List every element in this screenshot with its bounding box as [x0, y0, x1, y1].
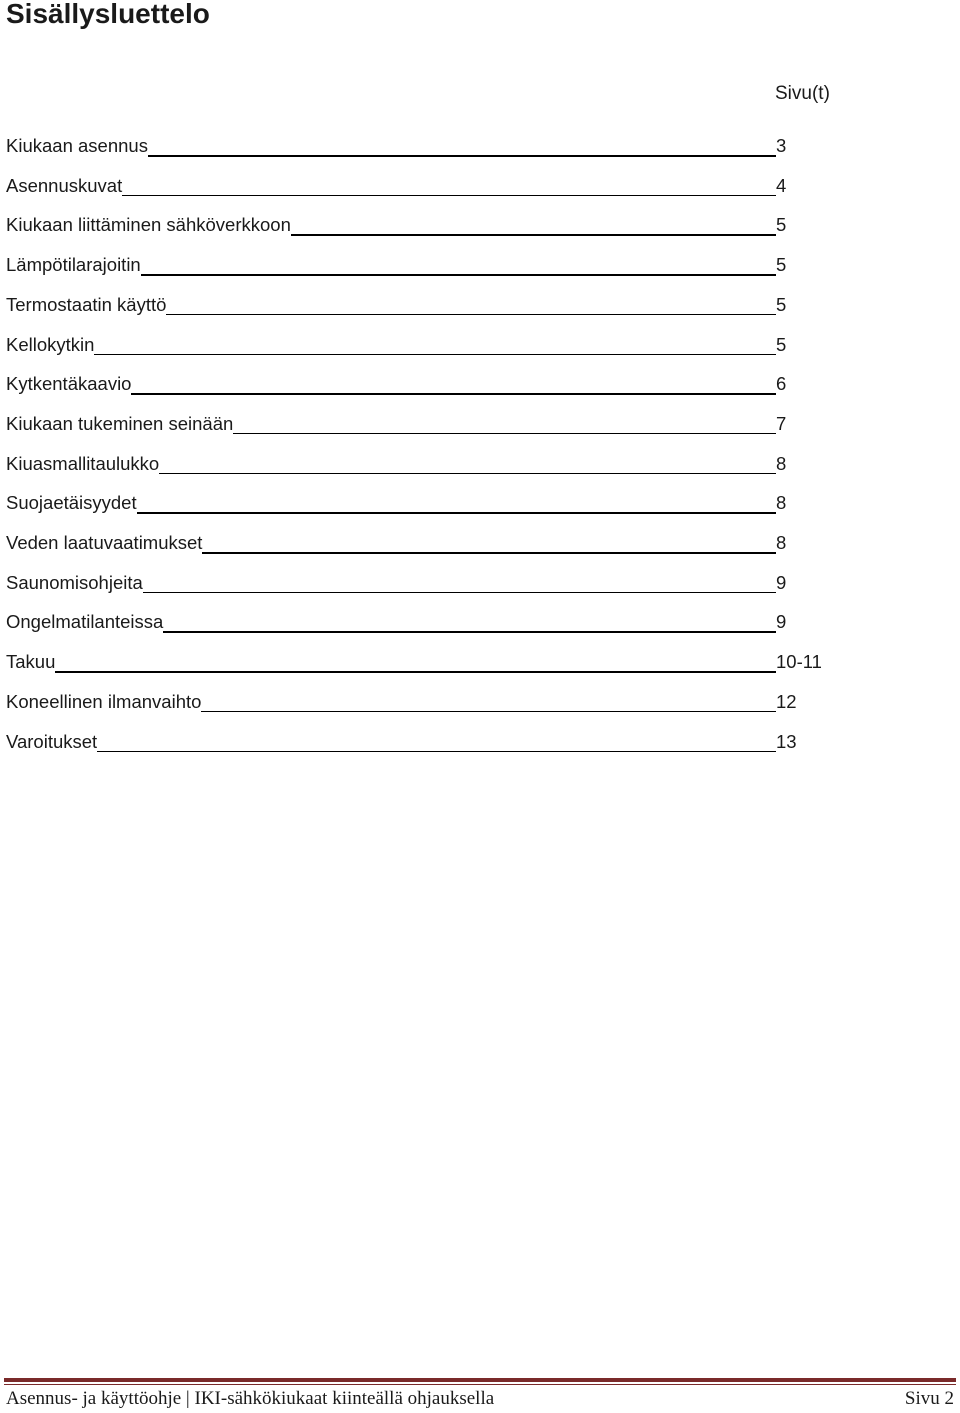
toc-entry-page: 5: [776, 214, 787, 236]
toc-entry-label: Veden laatuvaatimukset: [6, 532, 203, 553]
toc-entry[interactable]: [6, 293, 906, 319]
toc-entry-label: Saunomisohjeita: [6, 571, 143, 593]
toc-entry[interactable]: [6, 174, 906, 200]
toc-entry-label: Takuu: [6, 651, 56, 673]
toc-entry-label: Kiukaan asennus: [6, 135, 148, 156]
toc-entry-page: 8: [776, 452, 787, 474]
toc-entry[interactable]: [6, 730, 906, 756]
toc-entry[interactable]: [6, 531, 906, 557]
toc-entry-page: 7: [776, 412, 787, 434]
toc-entry[interactable]: [6, 610, 906, 636]
toc-entry[interactable]: [6, 571, 906, 597]
toc-entry[interactable]: [6, 650, 906, 676]
toc-entry-label: Lämpötilarajoitin: [6, 254, 141, 276]
toc-entry-label: Ongelmatilanteissa: [6, 611, 164, 633]
toc-entry-label: Asennuskuvat: [6, 174, 123, 196]
toc-entry-page: 10-11: [776, 651, 822, 673]
toc-entry-page: 9: [776, 611, 787, 633]
toc-entry[interactable]: [6, 134, 906, 160]
footer-divider-thin: [4, 1384, 956, 1385]
toc-entry-page: 9: [776, 571, 787, 593]
toc-entry[interactable]: [6, 491, 906, 517]
toc-entry[interactable]: [6, 333, 906, 359]
page-title: Sisällysluettelo: [6, 0, 210, 29]
toc-entry-page: 4: [776, 174, 787, 196]
toc-entry[interactable]: [6, 412, 906, 438]
toc-entry-page: 12: [776, 690, 797, 712]
toc-entry-label: Varoitukset: [6, 730, 98, 752]
toc-leader-line: [6, 354, 776, 356]
toc-entry-label: Kellokytkin: [6, 333, 95, 355]
toc-entry[interactable]: [6, 372, 906, 398]
toc-entry-page: 5: [776, 333, 787, 355]
toc-entry[interactable]: [6, 452, 906, 478]
toc-entry-page: 8: [776, 492, 787, 514]
footer-document-title: Asennus- ja käyttöohje | IKI-sähkökiukaat kiinteällä ohjauksella: [6, 1388, 495, 1409]
toc-entry-page: 3: [776, 135, 787, 156]
footer-page-number: Sivu 2: [904, 1388, 954, 1409]
toc-entry-page: 8: [776, 532, 787, 553]
toc-entry[interactable]: [6, 213, 906, 239]
toc-entry-page: 5: [776, 293, 787, 315]
toc-entry-page: 6: [776, 373, 787, 395]
toc-entry[interactable]: [6, 690, 906, 716]
toc-entry-label: Kiukaan liittäminen sähköverkkoon: [6, 214, 291, 236]
toc-entry-page: 13: [776, 730, 797, 752]
footer-divider: [4, 1378, 956, 1382]
page-column-header: Sivu(t): [775, 83, 830, 104]
page-footer: [6, 1387, 954, 1413]
toc-entry-page: 5: [776, 254, 787, 276]
toc-entry-label: Kiukaan tukeminen seinään: [6, 412, 234, 434]
toc-entry-label: Termostaatin käyttö: [6, 293, 167, 315]
toc-entry-label: Koneellinen ilmanvaihto: [6, 690, 202, 712]
toc-leader-line: [6, 751, 776, 753]
toc-entry[interactable]: [6, 253, 906, 279]
toc-entry-label: Suojaetäisyydet: [6, 492, 137, 514]
toc-leader-line: [6, 671, 776, 673]
toc-entry-label: Kiuasmallitaulukko: [6, 452, 160, 474]
toc-entry-label: Kytkentäkaavio: [6, 373, 132, 395]
